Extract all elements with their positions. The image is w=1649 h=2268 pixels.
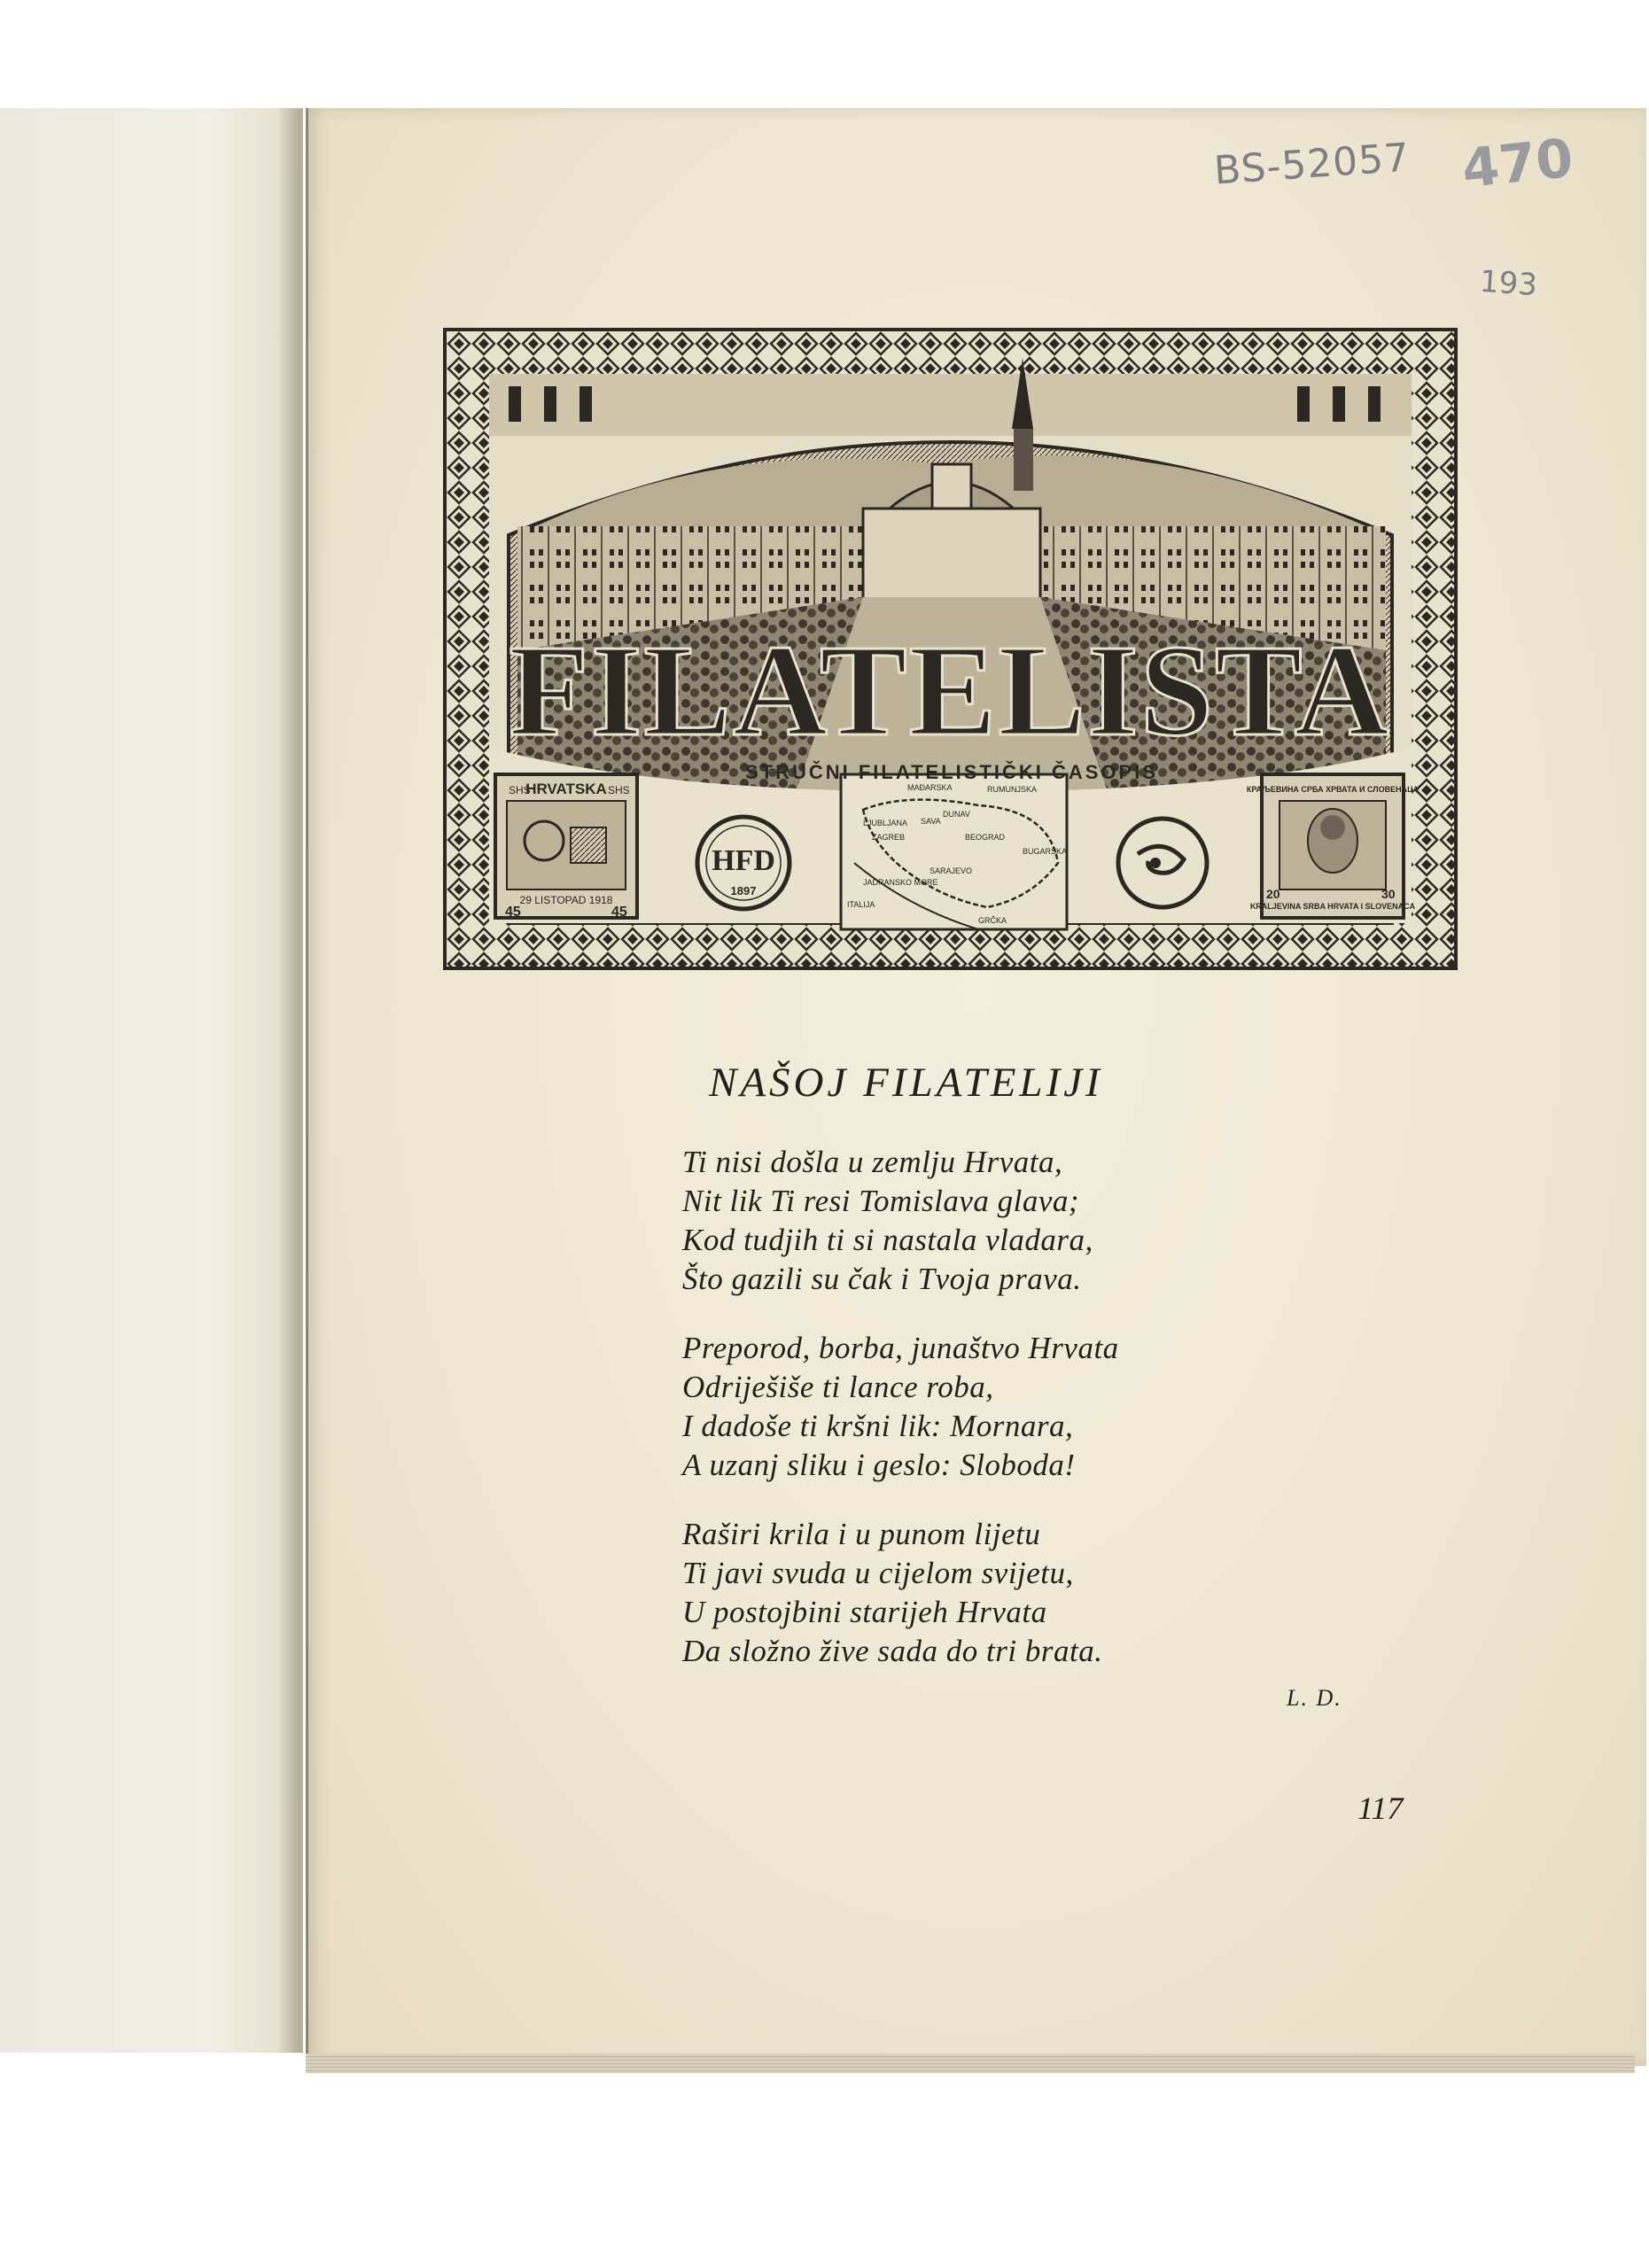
stanza-2 bbox=[682, 1329, 1232, 1485]
poem-line: Ti nisi došla u zemlju Hrvata, bbox=[682, 1145, 1063, 1179]
left-stamp-corner-left: SHS bbox=[509, 784, 531, 796]
map-label: ITALIJA bbox=[847, 900, 875, 909]
left-stamp-date: 29 LISTOPAD 1918 bbox=[519, 894, 613, 906]
poem-line: Ti javi svuda u cijelom svijetu, bbox=[682, 1556, 1074, 1590]
stanza-1 bbox=[682, 1143, 1232, 1299]
map-label: RUMUNJSKA bbox=[987, 785, 1038, 794]
right-stamp-bottom: KRALJEVINA SRBA HRVATA I SLOVENACA bbox=[1249, 902, 1416, 911]
right-stamp-top: КРАЉЕВИНА СРБА ХРВАТА И СЛОВЕНАЦА bbox=[1246, 785, 1420, 794]
poem-line: Preporod, borba, junaštvo Hrvata bbox=[682, 1331, 1119, 1365]
right-stamp-value-right: 30 bbox=[1381, 887, 1396, 901]
masthead-illustration bbox=[447, 331, 1454, 967]
map-label: SAVA bbox=[921, 817, 941, 826]
poem-signature: L. D. bbox=[1287, 1685, 1342, 1711]
masthead-engraving bbox=[443, 328, 1458, 970]
page-number: 117 bbox=[1357, 1790, 1404, 1826]
map-label: JADRANSKO MORE bbox=[863, 878, 938, 887]
map-label: BUGARSKA bbox=[1023, 847, 1068, 856]
left-stamp-value-left: 45 bbox=[505, 905, 521, 920]
map-label: LJUBLJANA bbox=[863, 819, 908, 827]
masthead-title: FILATELISTA bbox=[509, 618, 1391, 764]
poem-line: Odriješiše ti lance roba, bbox=[682, 1370, 994, 1404]
poem-title: NAŠOJ FILATELIJI bbox=[709, 1060, 1103, 1106]
map-label: BEOGRAD bbox=[965, 833, 1006, 842]
stanza-3 bbox=[682, 1515, 1232, 1671]
map-label: DUNAV bbox=[943, 810, 970, 819]
masthead-subtitle: STRUČNI FILATELISTIČKI ČASOPIS bbox=[744, 761, 1159, 783]
poem-line: Kod tudjih ti si nastala vladara, bbox=[682, 1223, 1093, 1257]
map-label: MAĐARSKA bbox=[907, 783, 953, 792]
poem-line: A uzanj sliku i geslo: Sloboda! bbox=[682, 1448, 1076, 1482]
right-stamp-value-left: 20 bbox=[1266, 887, 1280, 901]
left-stamp-corner-right: SHS bbox=[608, 784, 630, 796]
poem-line: I dadoše ti kršni lik: Mornara, bbox=[682, 1409, 1074, 1443]
left-stamp-value-right: 45 bbox=[611, 905, 627, 920]
hfd-seal-letters: HFD bbox=[712, 844, 775, 877]
page-edge bbox=[306, 2054, 1635, 2073]
left-page bbox=[0, 108, 303, 2053]
map-label: ZAGREB bbox=[872, 833, 906, 842]
pencil-small-note: 193 bbox=[1478, 263, 1539, 304]
fold-shadow bbox=[276, 108, 301, 2053]
pencil-catalog-number: BS-52057 bbox=[1212, 135, 1412, 194]
hfd-seal-year: 1897 bbox=[730, 884, 757, 897]
poem-line: Da složno žive sada do tri brata. bbox=[682, 1634, 1103, 1668]
posthorn-emblem bbox=[1118, 819, 1207, 907]
poem-line: U postojbini starijeh Hrvata bbox=[682, 1595, 1047, 1629]
map-label: GRČKA bbox=[978, 916, 1007, 925]
poem-line: Raširi krila i u punom lijetu bbox=[682, 1517, 1041, 1551]
poem-line: Što gazili su čak i Tvoja prava. bbox=[682, 1262, 1082, 1296]
map-label: SARAJEVO bbox=[930, 866, 973, 875]
poem-line: Nit lik Ti resi Tomislava glava; bbox=[682, 1184, 1080, 1218]
pencil-price: 470 bbox=[1458, 127, 1576, 201]
left-stamp-top: HRVATSKA bbox=[525, 781, 607, 797]
